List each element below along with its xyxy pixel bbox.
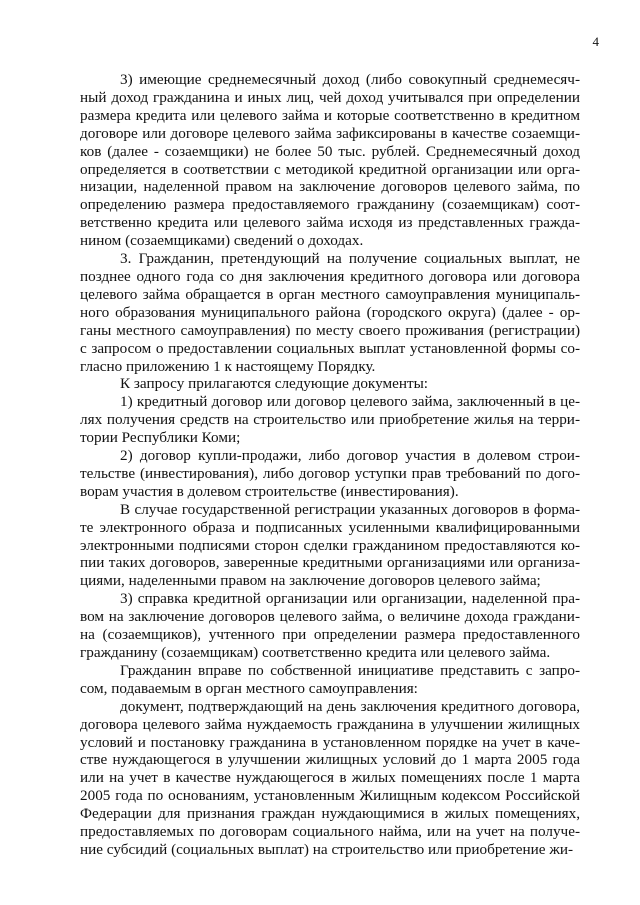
page-number: 4 — [592, 34, 599, 49]
paragraph-request-procedure: 3. Гражданин, претендующий на получение социальных выплат, не позднее одного года со дня заключения кредитного договора или договора целевого займа обращается в орган местного самоуправления муниципального образования муниципального района (городского округа) (далее - органы местного самоуправления) по месту своего проживания (регистрации) с запросом о предоставлении социальных выплат установленной формы согласно приложению 1 к настоящему Порядку. — [80, 250, 580, 375]
paragraph-attached-documents: К запросу прилагаются следующие документы: — [120, 375, 429, 393]
paragraph-purchase-agreement: 2) договор купли-продажи, либо договор участия в долевом строительстве (инвестирования), либо договор уступки прав требований по договорам участия в долевом строительстве (инвестирования). — [80, 447, 580, 500]
document-body — [80, 71, 580, 859]
paragraph-loan-agreement: 1) кредитный договор или договор целевого займа, заключенный в целях получения средств на строительство или приобретение жилья на территории Республики Коми; — [80, 393, 580, 447]
paragraph-income-certificate: 3) справка кредитной организации или организации, наделенной правом на заключение договоров целевого займа, о величине дохода гражданина (созаемщиков), учтенного при определении размера предоставленного гражданину (созаемщикам) соответственно кредита или целевого займа. — [80, 590, 580, 661]
paragraph-income-condition: 3) имеющие среднемесячный доход (либо совокупный среднемесячный доход гражданина и иных лиц, чей доход учитывался при определении размера кредита или целевого займа и которые соответственно в кредитном договоре или договоре целевого займа зафиксированы в качестве созаемщиков (далее - созаемщики) не более 50 тыс. рублей. Среднемесячный доход определяется в соответствии с методикой кредитной организации или организации, наделенной правом на заключение договоров целевого займа, по определению размера предоставляемого гражданину (созаемщикам) соответственно кредита или целевого займа исходя из представленных гражданином (созаемщиками) сведений о доходах. — [80, 71, 580, 250]
paragraph-housing-need-document: документ, подтверждающий на день заключения кредитного договора, договора целевого займа нуждаемость гражданина в улучшении жилищных условий и постановку гражданина в установленном порядке на учет в качестве нуждающегося в улучшении жилищных условий до 1 марта 2005 года или на учет в качестве нуждающегося в жилых помещениях после 1 марта 2005 года по основаниям, установленным Жилищным кодексом Российской Федерации для признания граждан нуждающимися в жилых помещениях, предоставляемых по договорам социального найма, или на учет на получение субсидий (социальных выплат) на строительство или приобретение жи- — [80, 697, 580, 858]
paragraph-electronic-registration: В случае государственной регистрации указанных договоров в формате электронного образа и подписанных усиленными квалифицированными электронными подписями сторон сделки гражданином предоставляются копии таких договоров, заверенные кредитными организациями или организациями, наделенными правом на заключение договоров целевого займа; — [80, 500, 580, 590]
paragraph-optional-documents: Гражданин вправе по собственной инициативе представить с запросом, подаваемым в орган местного самоуправления: — [80, 661, 580, 697]
